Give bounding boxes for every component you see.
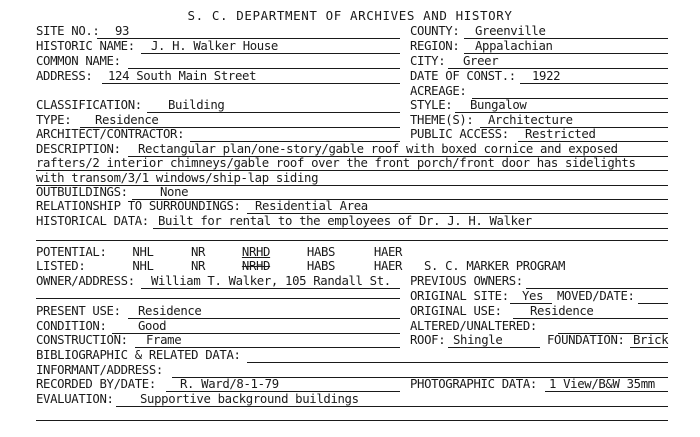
photographic-data-label: PHOTOGRAPHIC DATA:: [410, 377, 537, 391]
city-label: CITY:: [410, 54, 446, 68]
bibliographic-label: BIBLIOGRAPHIC & RELATED DATA:: [36, 348, 241, 362]
themes-label: THEME(S):: [410, 113, 474, 127]
listed-nrhd[interactable]: NRHD: [241, 259, 271, 273]
relationship-label: RELATIONSHIP TO SURROUNDINGS:: [36, 199, 241, 213]
roof-value[interactable]: Shingle: [453, 333, 503, 347]
recorded-by-label: RECORDED BY/DATE:: [36, 377, 156, 391]
historic-name-line: [141, 53, 400, 54]
original-use-value[interactable]: Residence: [530, 304, 594, 318]
informant-label: INFORMANT/ADDRESS:: [36, 363, 163, 377]
evaluation-line: [116, 406, 668, 407]
relationship-value[interactable]: Residential Area: [255, 199, 368, 213]
classification-label: CLASSIFICATION:: [36, 98, 142, 112]
original-use-label: ORIGINAL USE:: [410, 304, 502, 318]
foundation-value[interactable]: Brick: [633, 333, 669, 347]
original-site-value[interactable]: Yes: [522, 289, 544, 303]
present-use-label: PRESENT USE:: [36, 304, 121, 318]
original-site-label: ORIGINAL SITE:: [410, 289, 509, 303]
listed-label: LISTED:: [36, 259, 86, 273]
public-access-label: PUBLIC ACCESS:: [410, 127, 509, 141]
potential-nrhd[interactable]: NRHD: [241, 245, 271, 259]
moved-date-line: [638, 303, 668, 304]
classification-value[interactable]: Building: [168, 98, 225, 112]
listed-nhl[interactable]: NHL: [132, 259, 154, 273]
date-of-const-value[interactable]: 1922: [532, 69, 561, 83]
outbuildings-value[interactable]: None: [160, 185, 189, 199]
city-value[interactable]: Greer: [463, 54, 499, 68]
address-line: [102, 83, 400, 84]
listed-habs[interactable]: HABS: [306, 259, 336, 273]
foundation-label: FOUNDATION:: [547, 333, 625, 347]
previous-owners-label: PREVIOUS OWNERS:: [410, 274, 523, 288]
type-value[interactable]: Residence: [95, 113, 159, 127]
marker-program-heading: S. C. MARKER PROGRAM: [424, 259, 566, 273]
common-name-label: COMMON NAME:: [36, 54, 121, 68]
present-use-line: [128, 318, 400, 319]
moved-date-label: MOVED/DATE:: [557, 289, 635, 303]
description-line-3[interactable]: with transom/3/1 windows/ship-lap siding: [36, 171, 319, 185]
listed-haer[interactable]: HAER: [373, 259, 403, 273]
potential-nhl[interactable]: NHL: [132, 245, 154, 259]
condition-label: CONDITION:: [36, 319, 107, 333]
potential-habs[interactable]: HABS: [306, 245, 336, 259]
region-value[interactable]: Appalachian: [475, 39, 553, 53]
description-line-2[interactable]: rafters/2 interior chimneys/gable roof over the front porch/front door has sidelights: [36, 156, 636, 170]
historical-data-line: [153, 228, 668, 229]
potential-haer[interactable]: HAER: [373, 245, 403, 259]
section-divider: [36, 240, 668, 241]
roof-label: ROOF:: [410, 333, 446, 347]
historical-data-label: HISTORICAL DATA:: [36, 214, 149, 228]
listed-nr[interactable]: NR: [190, 259, 206, 273]
county-value[interactable]: Greenville: [475, 24, 546, 38]
evaluation-label: EVALUATION:: [36, 392, 114, 406]
bibliographic-line: [247, 362, 668, 363]
site-no-value[interactable]: 93: [115, 24, 130, 38]
photographic-data-value[interactable]: 1 View/B&W 35mm: [549, 377, 655, 391]
address-value[interactable]: 124 South Main Street: [108, 69, 257, 83]
construction-value[interactable]: Frame: [146, 333, 182, 347]
historic-name-value[interactable]: J. H. Walker House: [151, 39, 278, 53]
condition-value[interactable]: Good: [138, 319, 167, 333]
potential-nr[interactable]: NR: [190, 245, 206, 259]
county-label: COUNTY:: [410, 24, 460, 38]
photographic-data-line: [545, 391, 668, 392]
owner-blank-line: [36, 298, 400, 299]
type-label: TYPE:: [36, 113, 72, 127]
style-value[interactable]: Bungalow: [470, 98, 527, 112]
owner-value[interactable]: William T. Walker, 105 Randall St.: [151, 274, 391, 288]
foundation-line: [630, 347, 668, 348]
evaluation-value[interactable]: Supportive background buildings: [140, 392, 359, 406]
date-of-const-label: DATE OF CONST.:: [410, 69, 516, 83]
description-rule-3: [36, 185, 668, 186]
potential-label: POTENTIAL:: [36, 245, 107, 259]
date-of-const-line: [520, 83, 668, 84]
style-label: STYLE:: [410, 98, 453, 112]
themes-value[interactable]: Architecture: [488, 113, 573, 127]
region-label: REGION:: [410, 39, 460, 53]
classification-line: [147, 112, 400, 113]
evaluation-blank-line: [36, 420, 668, 421]
recorded-by-value[interactable]: R. Ward/8-1-79: [180, 377, 279, 391]
public-access-value[interactable]: Restricted: [525, 127, 596, 141]
historical-data-value[interactable]: Built for rental to the employees of Dr. J. H. Walker: [158, 214, 532, 228]
architect-label: ARCHITECT/CONTRACTOR:: [36, 127, 185, 141]
owner-label: OWNER/ADDRESS:: [36, 274, 135, 288]
altered-label: ALTERED/UNALTERED:: [410, 319, 537, 333]
form-title: S. C. DEPARTMENT OF ARCHIVES AND HISTORY: [187, 8, 513, 23]
address-label: ADDRESS:: [36, 69, 93, 83]
site-no-label: SITE NO.:: [36, 24, 100, 38]
outbuildings-label: OUTBUILDINGS:: [36, 185, 128, 199]
description-line-1[interactable]: Rectangular plan/one-story/gable roof with boxed cornice and exposed: [138, 142, 618, 156]
description-label: DESCRIPTION:: [36, 142, 121, 156]
present-use-value[interactable]: Residence: [138, 304, 202, 318]
historic-name-label: HISTORIC NAME:: [36, 39, 135, 53]
owner-line: [141, 288, 400, 289]
construction-label: CONSTRUCTION:: [36, 333, 128, 347]
roof-line: [448, 347, 540, 348]
acreage-label: ACREAGE:: [410, 84, 467, 98]
